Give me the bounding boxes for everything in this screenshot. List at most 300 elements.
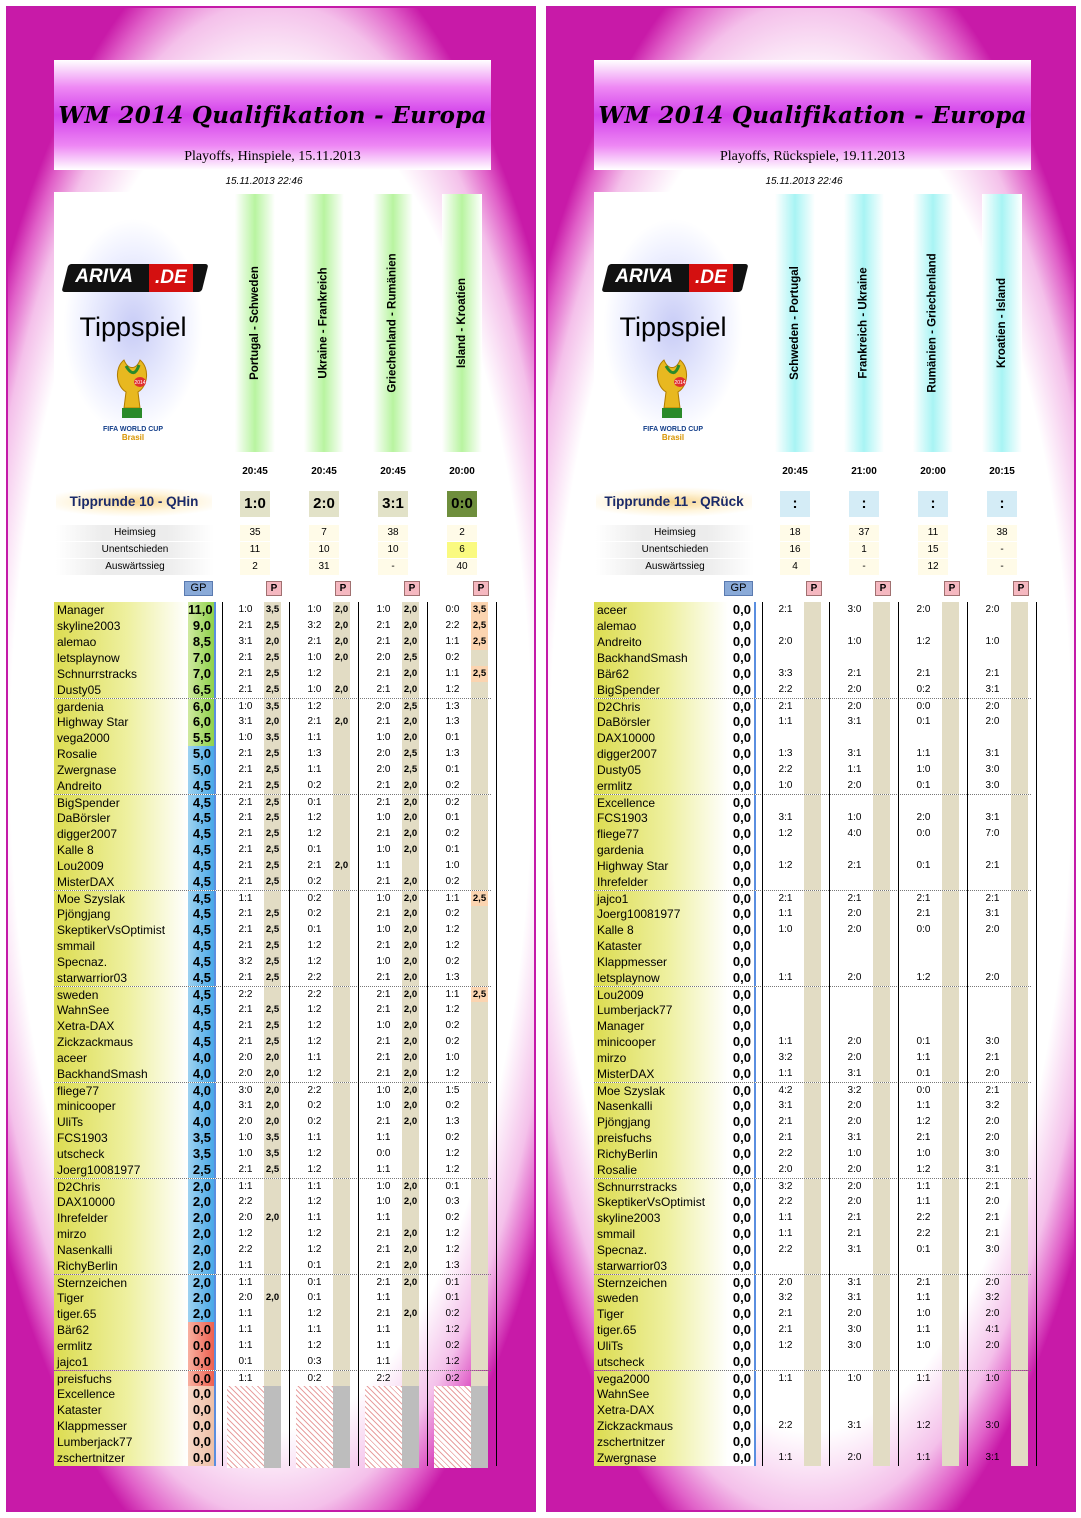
tip-value: 0:0 bbox=[916, 1085, 931, 1096]
player-name: DAX10000 bbox=[594, 730, 728, 746]
tip-points bbox=[471, 810, 488, 826]
tip-points: 2,0 bbox=[333, 602, 350, 618]
tip-points bbox=[873, 1386, 890, 1402]
stat-value: 18 bbox=[780, 525, 810, 541]
total-points: 0,0 bbox=[728, 762, 756, 778]
tip-value: 1:0 bbox=[376, 604, 391, 615]
tip-value: 1:1 bbox=[916, 1324, 931, 1335]
tip-points bbox=[1011, 1386, 1028, 1402]
tip-value bbox=[767, 1354, 804, 1370]
tip-points: 2,0 bbox=[402, 922, 419, 938]
match-header-1 bbox=[235, 194, 275, 452]
tip-value: 2:1 bbox=[778, 1308, 793, 1319]
table-row bbox=[54, 874, 491, 890]
tip-points bbox=[333, 1162, 350, 1178]
total-points: 0,0 bbox=[728, 699, 756, 715]
tip-value: 0:2 bbox=[307, 893, 322, 904]
tip-value bbox=[836, 1354, 873, 1370]
tip-value: 1:1 bbox=[238, 1324, 253, 1335]
points-header: P bbox=[404, 581, 420, 596]
tip-value: 2:1 bbox=[778, 604, 793, 615]
tip-value: 1:1 bbox=[307, 1181, 322, 1192]
total-points: 0,0 bbox=[188, 1434, 216, 1450]
tip-points bbox=[1011, 1258, 1028, 1274]
tip-points bbox=[471, 1146, 488, 1162]
tip-points bbox=[942, 1258, 959, 1274]
player-name: MisterDAX bbox=[54, 874, 188, 890]
round-label: Tipprunde 10 - QHin bbox=[56, 487, 212, 517]
player-name: jajco1 bbox=[54, 1354, 188, 1370]
tip-points bbox=[873, 714, 890, 730]
match-title-text: Portugal - Schweden bbox=[249, 266, 261, 380]
tip-value bbox=[836, 987, 873, 1003]
tip-value: 0:1 bbox=[916, 1036, 931, 1047]
brasil-label: Brasil bbox=[661, 433, 685, 442]
total-points: 0,0 bbox=[728, 1146, 756, 1162]
tip-points bbox=[1011, 1275, 1028, 1291]
player-name: utscheck bbox=[594, 1354, 728, 1370]
tip-value: 0:1 bbox=[445, 764, 460, 775]
points-header: P bbox=[806, 581, 822, 596]
tip-points bbox=[942, 938, 959, 954]
tip-value bbox=[767, 795, 804, 811]
stat-value: 10 bbox=[309, 542, 339, 558]
tip-value: 1:0 bbox=[376, 732, 391, 743]
tip-value: 2:0 bbox=[985, 1068, 1000, 1079]
tip-points bbox=[333, 1050, 350, 1066]
total-points: 0,0 bbox=[728, 1098, 756, 1114]
total-points: 0,0 bbox=[728, 682, 756, 698]
tip-points: 2,0 bbox=[402, 891, 419, 907]
tip-points bbox=[804, 1322, 821, 1338]
tip-value: 2:0 bbox=[376, 652, 391, 663]
tip-value bbox=[905, 650, 942, 666]
stat-value: - bbox=[987, 542, 1017, 558]
tip-points: 2,0 bbox=[402, 954, 419, 970]
player-name: zschertnitzer bbox=[594, 1434, 728, 1450]
tip-value: 1:2 bbox=[916, 636, 931, 647]
tip-points: 2,0 bbox=[264, 1098, 281, 1114]
player-name: gardenia bbox=[54, 699, 188, 715]
tip-points bbox=[1011, 1450, 1028, 1466]
tip-value: 1:1 bbox=[376, 1132, 391, 1143]
tip-value: 0:1 bbox=[238, 1356, 253, 1367]
player-name: Xetra-DAX bbox=[594, 1402, 728, 1418]
player-name: Lou2009 bbox=[54, 858, 188, 874]
tip-points: 3,5 bbox=[264, 699, 281, 715]
tip-value: 2:0 bbox=[985, 1308, 1000, 1319]
tip-points bbox=[1011, 1018, 1028, 1034]
tip-points bbox=[804, 1354, 821, 1370]
tip-value: 2:1 bbox=[847, 1212, 862, 1223]
tip-value: 1:1 bbox=[778, 1036, 793, 1047]
tip-value: 1:2 bbox=[307, 940, 322, 951]
tip-value bbox=[767, 618, 804, 634]
no-tip-block bbox=[264, 1386, 281, 1468]
tip-value: 1:1 bbox=[916, 1196, 931, 1207]
table-row bbox=[594, 1178, 1031, 1194]
total-points: 0,0 bbox=[728, 1002, 756, 1018]
tip-value: 0:2 bbox=[445, 1036, 460, 1047]
tip-value bbox=[767, 730, 804, 746]
table-row bbox=[594, 1226, 1031, 1242]
tip-value: 1:3 bbox=[445, 748, 460, 759]
tip-value: 3:1 bbox=[985, 684, 1000, 695]
tip-value: 0:2 bbox=[445, 876, 460, 887]
tip-value bbox=[974, 795, 1011, 811]
tip-value: 0:0 bbox=[916, 828, 931, 839]
tip-points bbox=[471, 762, 488, 778]
table-row bbox=[594, 1162, 1031, 1178]
tip-value: 2:1 bbox=[238, 668, 253, 679]
total-points: 0,0 bbox=[728, 842, 756, 858]
ranking-table bbox=[594, 602, 1031, 1466]
match-result: 3:1 bbox=[378, 491, 408, 517]
total-points: 4,0 bbox=[188, 1114, 216, 1130]
tip-value: 0:1 bbox=[445, 1292, 460, 1303]
tip-value bbox=[974, 954, 1011, 970]
table-row bbox=[54, 1130, 491, 1146]
tip-value: 1:1 bbox=[778, 1373, 793, 1384]
player-name: Schnurrstracks bbox=[594, 1179, 728, 1195]
tip-value: 0:2 bbox=[307, 1100, 322, 1111]
player-name: WahnSee bbox=[594, 1386, 728, 1402]
tip-value: 2:2 bbox=[445, 620, 460, 631]
tip-value: 3:2 bbox=[778, 1181, 793, 1192]
player-name: D2Chris bbox=[594, 699, 728, 715]
tip-value: 7:0 bbox=[985, 828, 1000, 839]
tip-points bbox=[804, 602, 821, 618]
tip-points bbox=[264, 1275, 281, 1291]
table-row bbox=[594, 1418, 1031, 1434]
tip-points bbox=[942, 906, 959, 922]
tip-points bbox=[471, 938, 488, 954]
tip-points bbox=[1011, 795, 1028, 811]
tip-value: 0:2 bbox=[445, 828, 460, 839]
tip-points bbox=[471, 970, 488, 986]
table-row bbox=[594, 1114, 1031, 1130]
tip-value: 3:0 bbox=[985, 764, 1000, 775]
player-name: Xetra-DAX bbox=[54, 1018, 188, 1034]
total-points: 4,5 bbox=[188, 842, 216, 858]
tip-value: 1:1 bbox=[916, 1181, 931, 1192]
tip-points bbox=[942, 682, 959, 698]
tip-points bbox=[333, 1338, 350, 1354]
player-name: BackhandSmash bbox=[594, 650, 728, 666]
table-row bbox=[594, 1370, 1031, 1386]
tip-points: 2,0 bbox=[333, 858, 350, 874]
tip-points bbox=[942, 650, 959, 666]
tip-points bbox=[1011, 1179, 1028, 1195]
tip-value: 2:1 bbox=[376, 636, 391, 647]
tip-value: 2:2 bbox=[238, 1196, 253, 1207]
tip-points bbox=[804, 699, 821, 715]
tip-value: 1:0 bbox=[376, 956, 391, 967]
tip-points bbox=[804, 1146, 821, 1162]
tip-points bbox=[942, 746, 959, 762]
no-tip-hatch bbox=[296, 1386, 333, 1468]
tip-points: 2,5 bbox=[264, 666, 281, 682]
tip-points bbox=[873, 1402, 890, 1418]
tip-points bbox=[1011, 682, 1028, 698]
kickoff-time: 20:45 bbox=[311, 466, 337, 477]
tip-points bbox=[873, 1306, 890, 1322]
tip-value: 1:2 bbox=[916, 1164, 931, 1175]
tip-value bbox=[974, 1386, 1011, 1402]
tip-points bbox=[471, 699, 488, 715]
column-divider bbox=[222, 602, 223, 1466]
tip-value: 2:1 bbox=[376, 716, 391, 727]
tip-value bbox=[905, 987, 942, 1003]
total-points: 0,0 bbox=[728, 1258, 756, 1274]
tip-value bbox=[836, 1386, 873, 1402]
total-points: 4,5 bbox=[188, 1002, 216, 1018]
tip-points: 2,5 bbox=[471, 666, 488, 682]
player-name: alemao bbox=[54, 634, 188, 650]
tip-points: 2,5 bbox=[402, 762, 419, 778]
tip-points: 2,0 bbox=[402, 970, 419, 986]
match-title bbox=[982, 194, 1022, 452]
total-points: 4,0 bbox=[188, 1066, 216, 1082]
tip-points: 2,5 bbox=[402, 699, 419, 715]
kickoff-time: 20:00 bbox=[449, 466, 475, 477]
tip-value: 2:1 bbox=[238, 812, 253, 823]
player-name: Andreito bbox=[594, 634, 728, 650]
tip-value: 2:1 bbox=[916, 668, 931, 679]
tip-value bbox=[836, 1018, 873, 1034]
tip-value bbox=[905, 874, 942, 890]
no-tip-block bbox=[471, 1386, 488, 1468]
total-points: 2,0 bbox=[188, 1306, 216, 1322]
table-row bbox=[54, 1146, 491, 1162]
tip-value: 2:0 bbox=[847, 684, 862, 695]
tip-points bbox=[333, 1322, 350, 1338]
tip-points bbox=[333, 826, 350, 842]
total-points: 4,5 bbox=[188, 954, 216, 970]
table-row bbox=[594, 1018, 1031, 1034]
tip-points bbox=[942, 891, 959, 907]
player-name: Lumberjack77 bbox=[54, 1434, 188, 1450]
player-name: BigSpender bbox=[594, 682, 728, 698]
table-row bbox=[54, 1370, 491, 1386]
tip-value: 2:0 bbox=[847, 1181, 862, 1192]
tip-value: 2:0 bbox=[847, 1452, 862, 1463]
player-name: skyline2003 bbox=[594, 1210, 728, 1226]
tip-value: 2:0 bbox=[985, 972, 1000, 983]
tip-points bbox=[333, 1114, 350, 1130]
table-row bbox=[54, 714, 491, 730]
tip-value: 2:2 bbox=[916, 1212, 931, 1223]
total-points: 0,0 bbox=[728, 1083, 756, 1099]
table-row bbox=[594, 762, 1031, 778]
table-row bbox=[594, 954, 1031, 970]
tip-points bbox=[1011, 1402, 1028, 1418]
tip-value: 1:2 bbox=[445, 1356, 460, 1367]
tip-points bbox=[333, 1354, 350, 1370]
tip-value: 2:1 bbox=[238, 1020, 253, 1031]
tip-points bbox=[1011, 634, 1028, 650]
table-row bbox=[54, 1290, 491, 1306]
tip-value: 2:0 bbox=[847, 924, 862, 935]
tip-value: 1:3 bbox=[445, 1116, 460, 1127]
tip-points: 2,0 bbox=[402, 795, 419, 811]
kickoff-time: 20:45 bbox=[782, 466, 808, 477]
player-name: MisterDAX bbox=[594, 1066, 728, 1082]
tip-value: 0:2 bbox=[445, 1212, 460, 1223]
tip-value: 1:3 bbox=[445, 1260, 460, 1271]
player-name: FCS1903 bbox=[54, 1130, 188, 1146]
tip-points: 2,5 bbox=[264, 874, 281, 890]
total-points: 0,0 bbox=[728, 666, 756, 682]
tip-value: 1:1 bbox=[238, 1308, 253, 1319]
tip-points bbox=[942, 970, 959, 986]
tip-value: 3:2 bbox=[985, 1292, 1000, 1303]
stat-value: 35 bbox=[240, 525, 270, 541]
stat-value: 37 bbox=[849, 525, 879, 541]
tip-value bbox=[905, 1434, 942, 1450]
player-name: sweden bbox=[54, 987, 188, 1003]
tip-points bbox=[333, 699, 350, 715]
tip-value: 1:0 bbox=[376, 1020, 391, 1031]
stat-value: 11 bbox=[240, 542, 270, 558]
tip-points bbox=[804, 874, 821, 890]
player-name: utscheck bbox=[54, 1146, 188, 1162]
tip-value: 0:1 bbox=[307, 1277, 322, 1288]
tip-points bbox=[333, 1290, 350, 1306]
total-points: 0,0 bbox=[728, 1371, 756, 1387]
ariva-logo bbox=[62, 264, 209, 292]
player-name: fliege77 bbox=[54, 1083, 188, 1099]
tip-value: 2:0 bbox=[238, 1116, 253, 1127]
tip-value: 2:0 bbox=[847, 908, 862, 919]
tip-points bbox=[471, 1162, 488, 1178]
tip-points bbox=[942, 1179, 959, 1195]
tip-points bbox=[942, 1162, 959, 1178]
match-title bbox=[373, 194, 413, 452]
tip-value: 2:0 bbox=[847, 1116, 862, 1127]
tip-points: 2,0 bbox=[333, 634, 350, 650]
tip-points bbox=[333, 1210, 350, 1226]
tip-points bbox=[873, 634, 890, 650]
table-row bbox=[54, 602, 491, 618]
tip-points bbox=[942, 1306, 959, 1322]
tip-value: 1:2 bbox=[307, 812, 322, 823]
tip-value: 1:2 bbox=[307, 1228, 322, 1239]
tip-points: 2,0 bbox=[333, 650, 350, 666]
tip-value: 2:0 bbox=[985, 1196, 1000, 1207]
tip-points bbox=[804, 1258, 821, 1274]
tip-value bbox=[767, 954, 804, 970]
total-points: 2,5 bbox=[188, 1162, 216, 1178]
tip-points bbox=[471, 1066, 488, 1082]
tip-points bbox=[942, 1275, 959, 1291]
table-row bbox=[54, 810, 491, 826]
tip-value: 2:1 bbox=[778, 1116, 793, 1127]
tip-points: 2,0 bbox=[402, 1306, 419, 1322]
tip-points bbox=[333, 1371, 350, 1387]
player-name: UliTs bbox=[54, 1114, 188, 1130]
tip-points bbox=[1011, 1066, 1028, 1082]
tip-points: 2,0 bbox=[402, 1034, 419, 1050]
tip-points bbox=[873, 1226, 890, 1242]
total-points: 2,0 bbox=[188, 1290, 216, 1306]
tip-value: 1:1 bbox=[307, 764, 322, 775]
tip-points bbox=[873, 1338, 890, 1354]
tip-points: 2,0 bbox=[402, 682, 419, 698]
tip-value: 2:0 bbox=[847, 1164, 862, 1175]
tip-value: 2:1 bbox=[238, 1036, 253, 1047]
tip-value: 1:0 bbox=[916, 1340, 931, 1351]
tip-value: 1:2 bbox=[238, 1228, 253, 1239]
tip-value: 1:2 bbox=[307, 701, 322, 712]
player-name: FCS1903 bbox=[594, 810, 728, 826]
tip-points: 2,0 bbox=[402, 714, 419, 730]
tip-value: 3:2 bbox=[847, 1085, 862, 1096]
tip-value: 2:2 bbox=[778, 684, 793, 695]
tip-points bbox=[1011, 1210, 1028, 1226]
player-name: starwarrior03 bbox=[594, 1258, 728, 1274]
column-divider bbox=[358, 602, 359, 1466]
tip-value: 3:0 bbox=[985, 1036, 1000, 1047]
tip-points bbox=[264, 1258, 281, 1274]
tip-points bbox=[333, 1258, 350, 1274]
table-row bbox=[594, 938, 1031, 954]
table-row bbox=[594, 778, 1031, 794]
tip-points: 2,0 bbox=[333, 714, 350, 730]
tip-value: 1:2 bbox=[778, 860, 793, 871]
tip-value bbox=[905, 842, 942, 858]
tip-value: 1:3 bbox=[445, 701, 460, 712]
tip-points bbox=[1011, 1226, 1028, 1242]
tip-points: 2,0 bbox=[402, 1242, 419, 1258]
tip-value: 1:0 bbox=[778, 924, 793, 935]
tip-value: 0:2 bbox=[445, 908, 460, 919]
total-points: 0,0 bbox=[728, 1338, 756, 1354]
player-name: Manager bbox=[54, 602, 188, 618]
tip-value bbox=[905, 1018, 942, 1034]
tip-value bbox=[767, 987, 804, 1003]
tip-value: 2:1 bbox=[985, 1085, 1000, 1096]
tip-points bbox=[873, 826, 890, 842]
tip-points: 2,0 bbox=[402, 634, 419, 650]
total-points: 6,0 bbox=[188, 699, 216, 715]
tip-points: 2,5 bbox=[402, 746, 419, 762]
ranking-table bbox=[54, 602, 491, 1466]
total-points: 4,5 bbox=[188, 922, 216, 938]
player-name: aceer bbox=[54, 1050, 188, 1066]
page-subtitle: Playoffs, Hinspiele, 15.11.2013 bbox=[184, 149, 361, 164]
tip-points bbox=[333, 1226, 350, 1242]
tip-points bbox=[333, 922, 350, 938]
tip-points bbox=[402, 1210, 419, 1226]
tip-value: 1:0 bbox=[985, 1373, 1000, 1384]
tip-points bbox=[333, 1194, 350, 1210]
tip-value: 3:2 bbox=[307, 620, 322, 631]
player-name: sweden bbox=[594, 1290, 728, 1306]
match-title-text: Kroatien - Island bbox=[996, 277, 1009, 369]
total-points: 3,5 bbox=[188, 1130, 216, 1146]
tip-points: 2,0 bbox=[402, 1050, 419, 1066]
tip-points bbox=[942, 1226, 959, 1242]
tip-points: 2,0 bbox=[402, 810, 419, 826]
tip-value: 1:2 bbox=[307, 1004, 322, 1015]
tip-points bbox=[804, 1386, 821, 1402]
total-points: 4,5 bbox=[188, 1018, 216, 1034]
match-title bbox=[304, 194, 344, 452]
tip-value: 1:1 bbox=[307, 732, 322, 743]
tip-points bbox=[942, 810, 959, 826]
tip-points: 2,0 bbox=[264, 1210, 281, 1226]
